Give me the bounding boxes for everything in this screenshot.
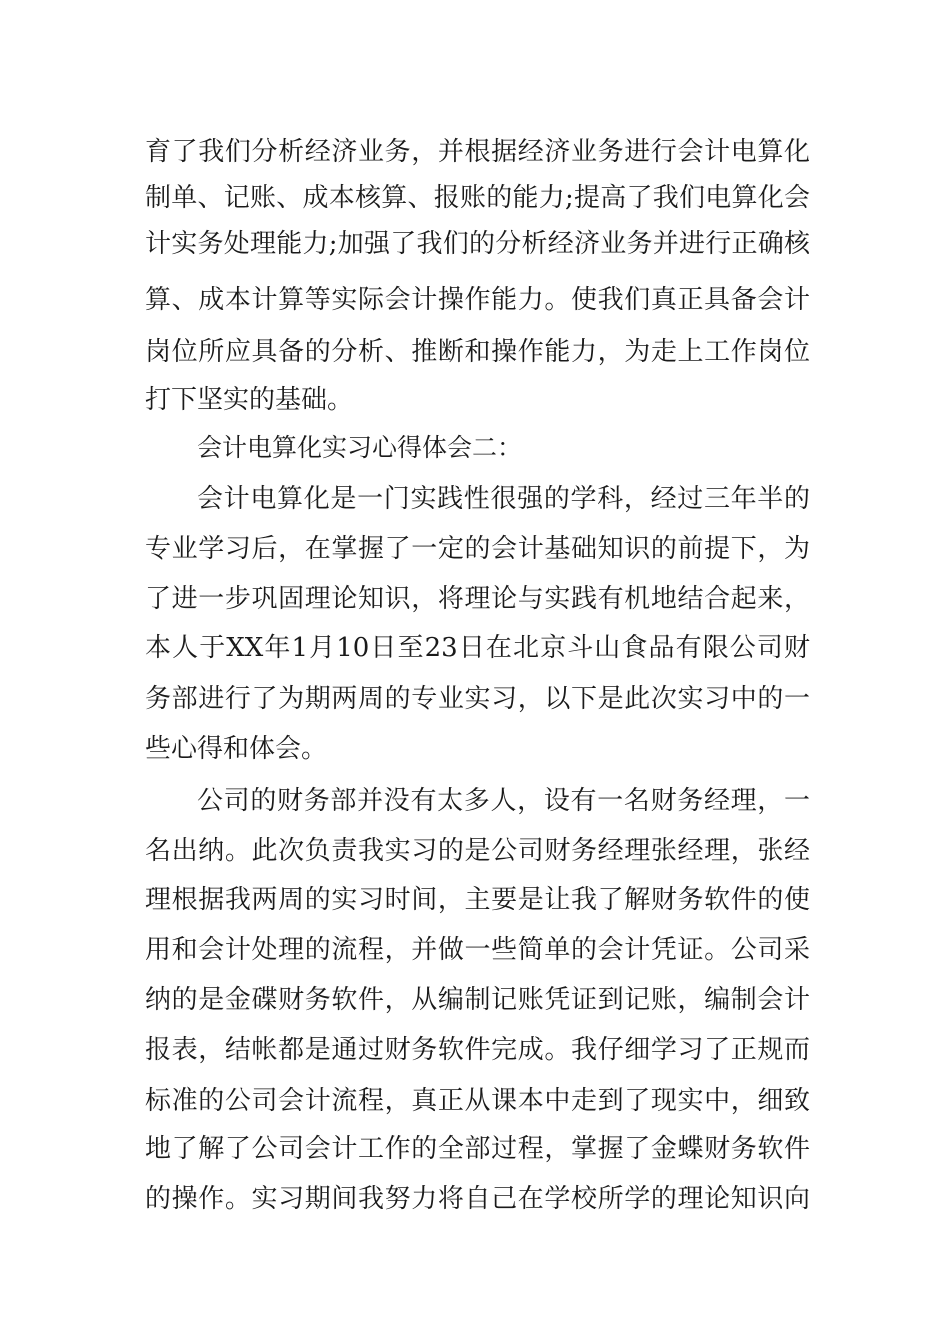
- paragraph-1-line-3: 计实务处理能力;加强了我们的分析经济业务并进行正确核: [145, 229, 810, 259]
- paragraph-3-line-1: 公司的财务部并没有太多人，设有一名财务经理，一: [197, 786, 810, 816]
- section-heading: 会计电算化实习心得体会二：: [197, 433, 523, 462]
- paragraph-1-line-1: 育了我们分析经济业务，并根据经济业务进行会计电算化: [145, 137, 810, 167]
- paragraph-2-line-6: 些心得和体会。: [145, 734, 328, 764]
- paragraph-3-line-9: 的操作。实习期间我努力将自己在学校所学的理论知识向: [145, 1184, 810, 1214]
- paragraph-3-line-5: 纳的是金碟财务软件，从编制记账凭证到记账，编制会计: [145, 985, 810, 1015]
- paragraph-2-line-5: 务部进行了为期两周的专业实习，以下是此次实习中的一: [145, 684, 810, 714]
- paragraph-3-line-2: 名出纳。此次负责我实习的是公司财务经理张经理，张经: [145, 836, 810, 866]
- paragraph-1-line-6: 打下坚实的基础。: [145, 385, 354, 415]
- paragraph-1-line-5: 岗位所应具备的分析、推断和操作能力，为走上工作岗位: [145, 337, 810, 367]
- paragraph-3-line-6: 报表，结帐都是通过财务软件完成。我仔细学习了正规而: [145, 1035, 810, 1065]
- paragraph-2-line-1: 会计电算化是一门实践性很强的学科，经过三年半的: [197, 484, 810, 514]
- paragraph-2-line-4: 本人于XX年1月10日至23日在北京斗山食品有限公司财: [145, 633, 810, 663]
- paragraph-3-line-4: 用和会计处理的流程，并做一些简单的会计凭证。公司采: [145, 935, 810, 965]
- paragraph-3-line-8: 地了解了公司会计工作的全部过程，掌握了金蝶财务软件: [145, 1134, 810, 1164]
- paragraph-1-line-2: 制单、记账、成本核算、报账的能力;提高了我们电算化会: [145, 183, 810, 213]
- paragraph-1-line-4: 算、成本计算等实际会计操作能力。使我们真正具备会计: [145, 285, 810, 315]
- paragraph-2-line-2: 专业学习后，在掌握了一定的会计基础知识的前提下，为: [145, 534, 810, 564]
- paragraph-3-line-7: 标准的公司会计流程，真正从课本中走到了现实中，细致: [145, 1086, 810, 1116]
- paragraph-3-line-3: 理根据我两周的实习时间，主要是让我了解财务软件的使: [145, 885, 810, 915]
- paragraph-2-line-3: 了进一步巩固理论知识，将理论与实践有机地结合起来，: [145, 584, 810, 614]
